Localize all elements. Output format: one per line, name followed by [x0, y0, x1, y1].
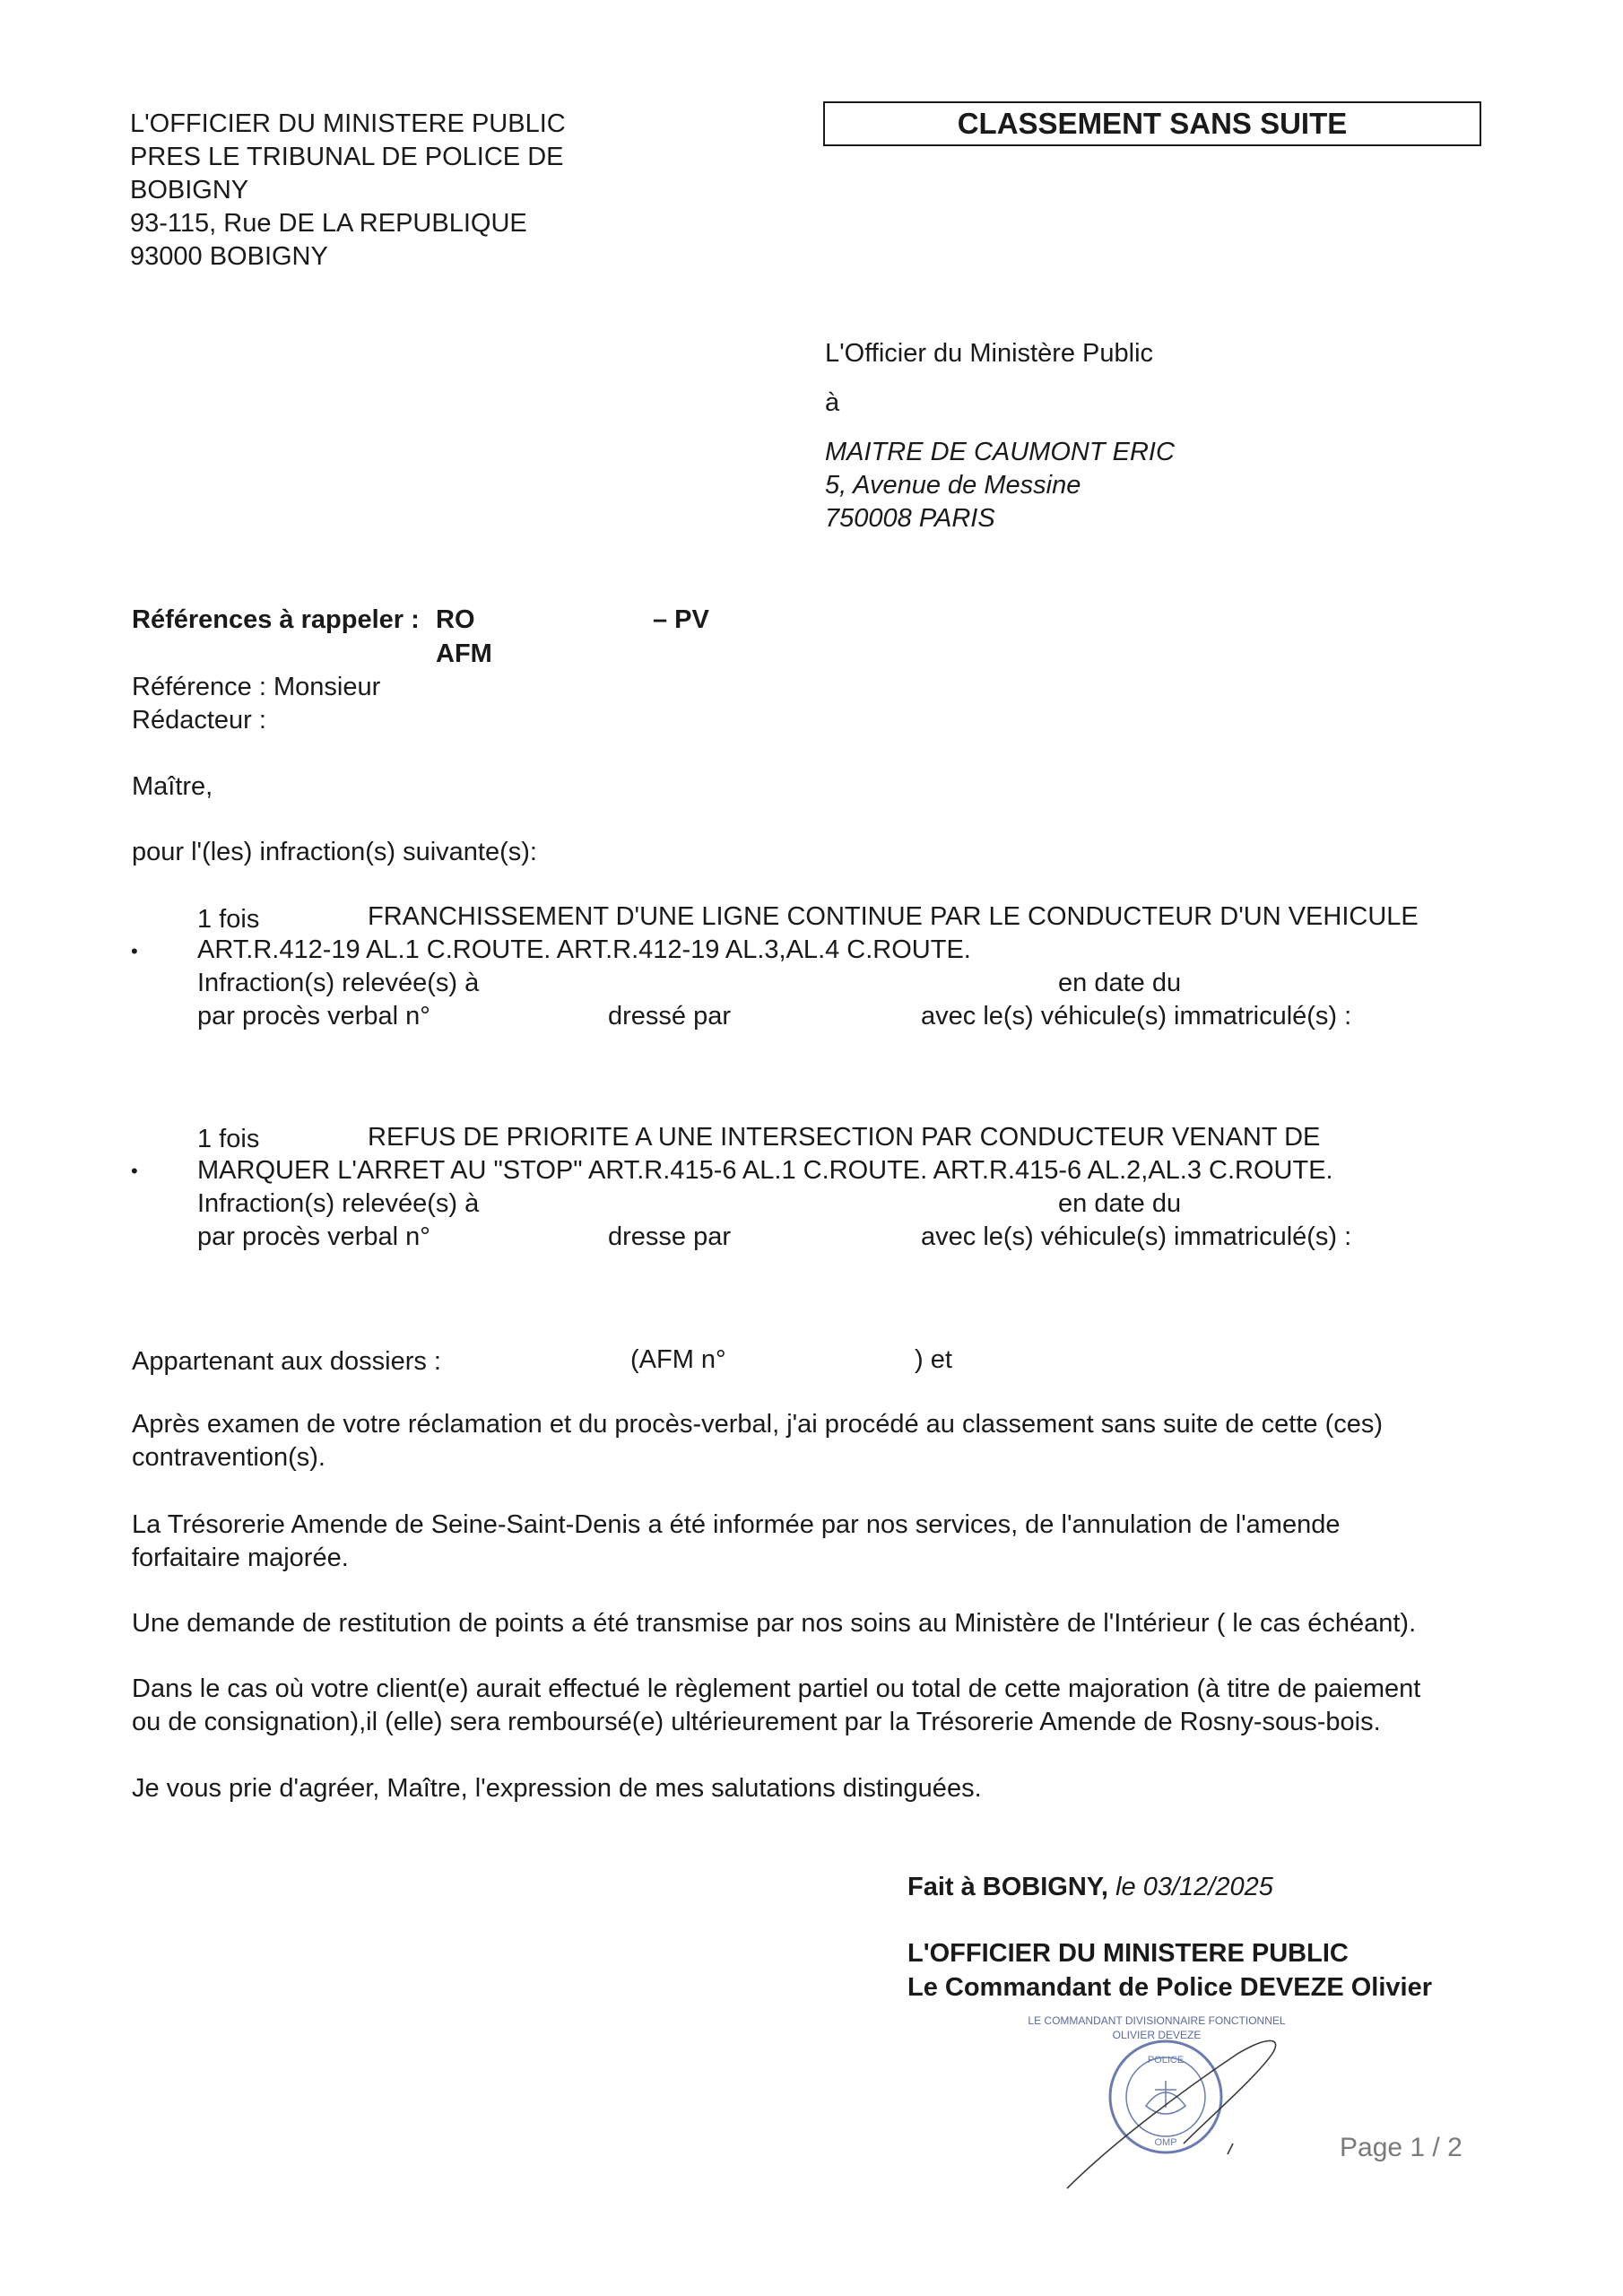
- reference-monsieur: Référence : Monsieur: [132, 673, 381, 701]
- paragraph-line: Je vous prie d'agréer, Maître, l'expression de mes salutations distinguées.: [132, 1774, 982, 1803]
- reference-pv: – PV: [653, 605, 709, 634]
- official-seal-icon: [1049, 2009, 1336, 2197]
- signature-name: Le Commandant de Police DEVEZE Olivier: [907, 1973, 1432, 2002]
- reference-afm: AFM: [436, 639, 492, 668]
- infraction-dresse-label: dressé par: [608, 1002, 732, 1031]
- recipient-street: 5, Avenue de Messine: [825, 471, 1081, 500]
- recipient-from: L'Officier du Ministère Public: [825, 339, 1154, 368]
- signature-fait: Fait à BOBIGNY,: [907, 1873, 1108, 1901]
- svg-text:OMP: OMP: [1154, 2137, 1177, 2148]
- bullet-icon: •: [131, 1160, 138, 1182]
- document-title: CLASSEMENT SANS SUITE: [823, 101, 1481, 146]
- recipient-to-word: à: [825, 388, 840, 417]
- stamp-line: OLIVIER DEVEZE: [1112, 2029, 1202, 2041]
- infraction-description: REFUS DE PRIORITE A UNE INTERSECTION PAR CONDUCTEUR VENANT DE: [368, 1123, 1321, 1152]
- infraction-articles: MARQUER L'ARRET AU "STOP" ART.R.415-6 AL.1 C.ROUTE. ART.R.415-6 AL.2,AL.3 C.ROUTE.: [197, 1156, 1333, 1185]
- redacteur-label: Rédacteur :: [132, 706, 266, 735]
- paragraph-line: Une demande de restitution de points a été transmise par nos soins au Ministère de l'Intérieur ( le cas échéant).: [132, 1609, 1417, 1638]
- paragraph-line: forfaitaire majorée.: [132, 1544, 349, 1572]
- infraction-pv-label: par procès verbal n°: [197, 1222, 430, 1251]
- infraction-date-label: en date du: [1058, 969, 1182, 997]
- infraction-pv-label: par procès verbal n°: [197, 1002, 430, 1031]
- paragraph-line: La Trésorerie Amende de Seine-Saint-Denis a été informée par nos services, de l'annulation de l'amende: [132, 1510, 1341, 1539]
- signature-title: L'OFFICIER DU MINISTERE PUBLIC: [907, 1939, 1349, 1968]
- paragraph-line: Dans le cas où votre client(e) aurait effectué le règlement partiel ou total de cette majoration (à titre de paiement: [132, 1674, 1421, 1703]
- salutation: Maître,: [132, 772, 213, 801]
- dossiers-end: ) et: [915, 1345, 952, 1374]
- sender-line: 93-115, Rue DE LA REPUBLIQUE: [130, 209, 527, 238]
- reference-ro: RO: [436, 605, 475, 634]
- paragraph-line: contravention(s).: [132, 1443, 325, 1472]
- infraction-dresse-label: dresse par: [608, 1222, 732, 1251]
- stamp-line: LE COMMANDANT DIVISIONNAIRE FONCTIONNEL: [1028, 2014, 1286, 2027]
- bullet-icon: •: [131, 940, 138, 962]
- infraction-vehicule-label: avec le(s) véhicule(s) immatriculé(s) :: [921, 1002, 1352, 1031]
- paragraph-line: ou de consignation),il (elle) sera remboursé(e) ultérieurement par la Trésorerie Amende de Rosny-sous-bois.: [132, 1708, 1381, 1736]
- recipient-block: [825, 337, 1175, 535]
- infraction-relevee: Infraction(s) relevée(s) à: [197, 1189, 480, 1218]
- sender-line: PRES LE TRIBUNAL DE POLICE DE: [130, 143, 564, 171]
- infraction-description: FRANCHISSEMENT D'UNE LIGNE CONTINUE PAR LE CONDUCTEUR D'UN VEHICULE: [368, 902, 1419, 931]
- infraction-count: 1 fois: [197, 1125, 260, 1153]
- recipient-name: MAITRE DE CAUMONT ERIC: [825, 438, 1175, 466]
- dossiers-afm: (AFM n°: [630, 1345, 726, 1374]
- signature-date: le 03/12/2025: [1115, 1873, 1273, 1901]
- svg-text:POLICE: POLICE: [1147, 2055, 1185, 2066]
- sender-line: BOBIGNY: [130, 176, 249, 204]
- infraction-date-label: en date du: [1058, 1189, 1182, 1218]
- infraction-relevee: Infraction(s) relevée(s) à: [197, 969, 480, 997]
- signature-place-date: [907, 1871, 1273, 1904]
- sender-line: L'OFFICIER DU MINISTERE PUBLIC: [130, 109, 566, 138]
- paragraph-line: Après examen de votre réclamation et du procès-verbal, j'ai procédé au classement sans suite de cette (ces): [132, 1410, 1384, 1439]
- sender-address: [130, 108, 566, 274]
- references-label: Références à rappeler :: [132, 605, 420, 634]
- infraction-articles: ART.R.412-19 AL.1 C.ROUTE. ART.R.412-19 AL.3,AL.4 C.ROUTE.: [197, 935, 971, 964]
- sender-line: 93000 BOBIGNY: [130, 242, 328, 271]
- infraction-count: 1 fois: [197, 905, 260, 934]
- dossiers-label: Appartenant aux dossiers :: [132, 1347, 441, 1376]
- infraction-vehicule-label: avec le(s) véhicule(s) immatriculé(s) :: [921, 1222, 1352, 1251]
- page-number: Page 1 / 2: [1340, 2133, 1462, 2162]
- intro-text: pour l'(les) infraction(s) suivante(s):: [132, 838, 537, 866]
- recipient-city: 750008 PARIS: [825, 504, 995, 533]
